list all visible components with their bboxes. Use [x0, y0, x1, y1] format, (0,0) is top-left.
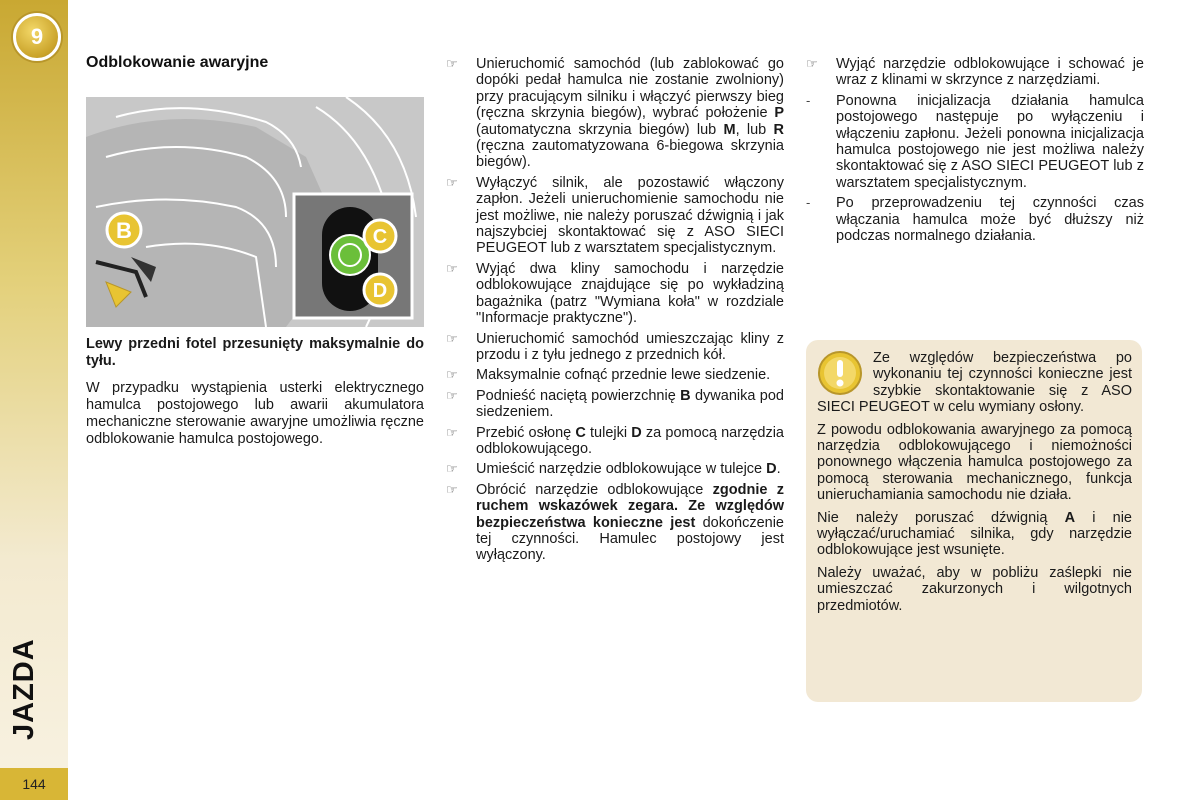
section-title: Odblokowanie awaryjne	[86, 54, 269, 71]
procedure-step	[444, 482, 784, 564]
step-text: Wyjąć narzędzie odblokowujące i schować je wraz z klinami w skrzynce z narzędziami.	[836, 56, 1144, 89]
procedure-steps	[444, 56, 784, 564]
pointing-hand-icon: ☞	[446, 174, 458, 190]
step-text: Wyjąć dwa kliny samochodu i narzędzie odblokowujące znajdujące się po wykładziną bagażnika (patrz "Wymiana koła" w rozdziale "Informacje praktyczne").	[476, 260, 784, 327]
step-text: (automatyczna skrzynia biegów) lub	[476, 121, 724, 138]
page-number: 144	[0, 768, 68, 800]
pointing-hand-icon: ☞	[446, 461, 458, 477]
step-text: za pomocą narzędzia odblokowującego.	[476, 424, 784, 457]
pointing-hand-icon: ☞	[806, 56, 818, 71]
step-text: Umieścić narzędzie odblokowujące w tulejce	[476, 461, 767, 478]
exclamation-warning-icon	[817, 350, 863, 396]
step-emphasis: C	[575, 424, 586, 441]
steps-column	[444, 56, 784, 568]
step-text: Unieruchomić samochód umieszczając kliny z przodu i z tyłu jednego z przednich kół.	[476, 330, 784, 363]
step-emphasis: B	[680, 387, 691, 404]
step-emphasis: D	[631, 424, 642, 441]
step-text: Maksymalnie cofnąć przednie lewe siedzenie.	[476, 367, 771, 384]
pointing-hand-icon: ☞	[446, 481, 458, 497]
step-emphasis: R	[773, 121, 784, 138]
procedure-step	[444, 56, 784, 171]
step-emphasis: D	[766, 461, 777, 478]
intro-column	[86, 336, 424, 454]
pointing-hand-icon: ☞	[446, 260, 458, 276]
step-text: Przebić osłonę	[476, 424, 576, 441]
warning-paragraph-2: Z powodu odblokowania awaryjnego za pomocą narzędzia odblokowującego i niemożności ponownego włączenia hamulca postojowego za pomocą sterowania mechanicznego, funkcja unieruchamiania samochodu nie działa.	[817, 421, 1132, 504]
dash-bullet: -	[806, 92, 811, 108]
followup-column	[804, 56, 1144, 248]
step-emphasis: zgodnie z ruchem wskazówek zegara. Ze względów bezpieczeństwa konieczne jest	[476, 481, 784, 531]
procedure-step	[444, 331, 784, 364]
step-emphasis: M	[723, 121, 736, 138]
step-text: Wyłączyć silnik, ale pozostawić włączony zapłon. Jeżeli unieruchomienie samochodu nie jest możliwe, nie należy poruszać dźwignią i jak najszybciej skontaktować się z ASO SIECI PEUGEOT lub z warsztatem specjalistycznym.	[476, 174, 784, 257]
pointing-hand-icon: ☞	[446, 56, 458, 71]
step-text: , lub	[735, 121, 774, 138]
safety-warning-box	[806, 340, 1142, 702]
procedure-step	[444, 175, 784, 257]
seat-diagram-icon	[86, 97, 424, 327]
procedure-step	[444, 261, 784, 327]
pointing-hand-icon: ☞	[446, 367, 458, 383]
followup-step	[804, 56, 1144, 89]
pointing-hand-icon: ☞	[446, 424, 458, 440]
figure-label-d: D	[372, 280, 388, 302]
procedure-step	[444, 388, 784, 421]
pointing-hand-icon: ☞	[446, 387, 458, 403]
step-text: tulejki	[585, 424, 632, 441]
procedure-step	[444, 367, 784, 383]
figure-label-c: C	[372, 226, 388, 248]
step-text: dywanika pod siedzeniem.	[476, 387, 784, 421]
followup-steps	[804, 56, 1144, 244]
intro-paragraph: W przypadku wystąpienia usterki elektrycznego hamulca postojowego lub awarii akumulatora mechaniczne sterowanie awaryjne umożliwia ręczne odblokowanie hamulca postojowego.	[86, 380, 424, 447]
figure-caption: Lewy przedni fotel przesunięty maksymalnie do tyłu.	[86, 336, 424, 369]
warning-paragraph-3: Nie należy poruszać dźwignią A i nie wyłączać/uruchamiać silnika, gdy narzędzie odblokowujące jest wsunięte.	[817, 509, 1132, 559]
step-text: dokończenie tej czynności. Hamulec postojowy jest wyłączony.	[476, 514, 784, 564]
step-emphasis: P	[774, 105, 784, 122]
chapter-number-badge: 9	[13, 13, 61, 61]
dash-bullet: -	[806, 195, 811, 211]
chapter-title: JAZDA	[8, 638, 40, 740]
warning-paragraph-1: Ze względów bezpieczeństwa po wykonaniu tej czynności konieczne jest szybkie skontaktowanie się z ASO SIECI PEUGEOT w celu wymiany osłony.	[817, 350, 1132, 416]
step-text: Podnieść naciętą powierzchnię	[476, 387, 681, 404]
step-text: .	[776, 461, 781, 478]
seat-illustration	[86, 97, 424, 327]
step-text: (ręczna zautomatyzowana 6-biegowa skrzynia biegów).	[476, 138, 784, 171]
pointing-hand-icon: ☞	[446, 330, 458, 346]
followup-step	[804, 195, 1144, 244]
step-text: Unieruchomić samochód (lub zablokować go dopóki pedał hamulca nie zostanie zwolniony) przy pracującym silniku i włączyć pierwszy bieg (ręczna skrzynia biegów), wybrać położenie	[476, 56, 784, 122]
warning-paragraph-4: Należy uważać, aby w pobliżu zaślepki nie umieszczać zakurzonych i wilgotnych przedmiotów.	[817, 564, 1132, 614]
figure-label-b: B	[116, 218, 132, 243]
procedure-step	[444, 461, 784, 477]
step-text: Obrócić narzędzie odblokowujące	[476, 481, 713, 498]
procedure-step	[444, 425, 784, 458]
followup-step	[804, 93, 1144, 191]
step-text: Ponowna inicjalizacja działania hamulca postojowego następuje po wyłączeniu i włączeniu zapłonu. Jeżeli ponowna inicjalizacja hamulca postojowego nie jest możliwa należy skontaktować się z ASO SIECI PEUGEOT lub z warsztatem specjalistycznym.	[836, 92, 1144, 191]
step-text: Po przeprowadzeniu tej czynności czas włączania hamulca może być dłuższy niż podczas normalnego działania.	[836, 195, 1144, 245]
